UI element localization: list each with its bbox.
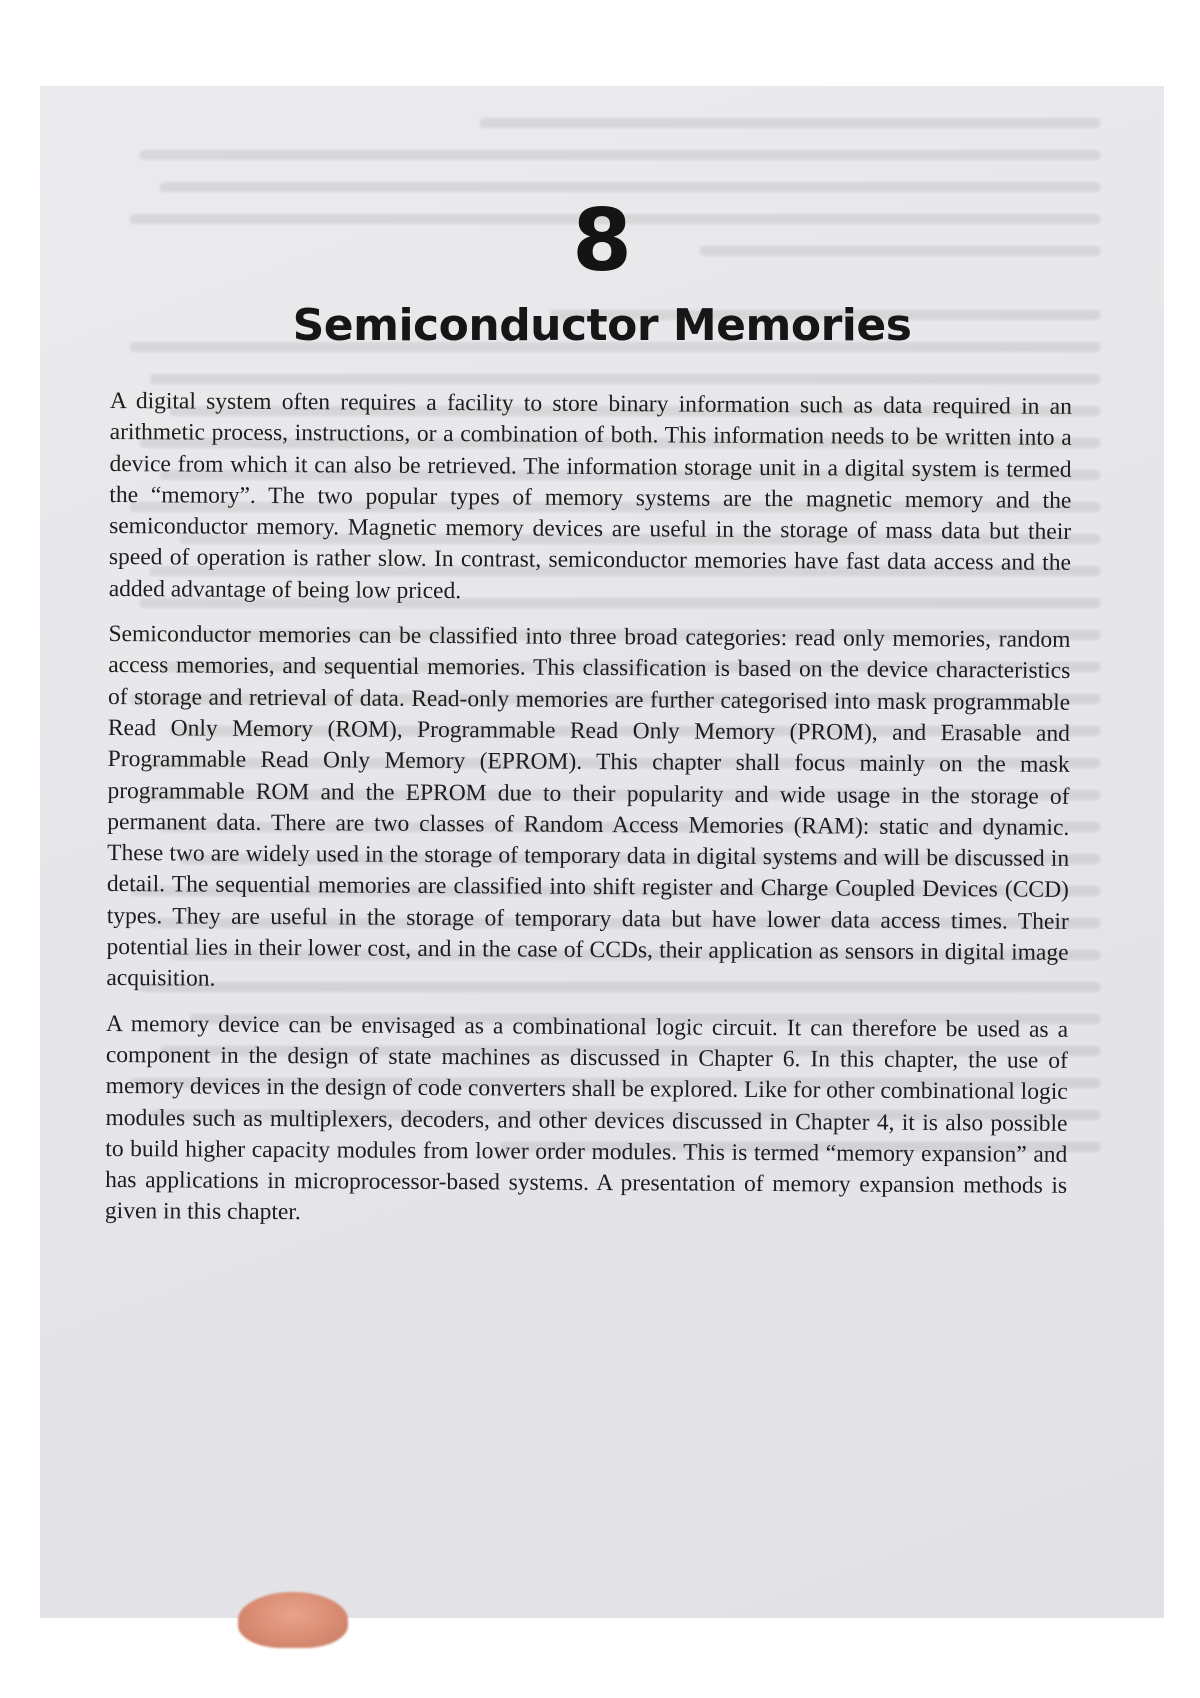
fingertip	[238, 1592, 348, 1648]
paragraph-memory-expansion: A memory device can be envisaged as a combinational logic circuit. It can therefore be used as a component in the design of state machines as discussed in Chapter 6. In this chapter, the use of memory devices in the design of code converters shall be explored. Like for other combinational logic modules such as multiplexers, decoders, and other devices discussed in Chapter 4, it is also possible to build higher capacity modules from lower order modules. This is termed “memory expansion” and has applications in microprocessor-based systems. A presentation of memory expansion methods is given in this chapter.	[104, 1010, 1069, 1226]
chapter-number: 8	[572, 191, 632, 291]
book-page	[40, 86, 1164, 1618]
chapter-body	[105, 386, 1072, 1248]
paragraph-classification: Semiconductor memories can be classified into three broad categories: read only memories, random access memories, and sequential memories. This classification is based on the device characteristics of storage and retrieval of data. Read-only memories are further categorised into mask programmable Read Only Memory (ROM), Programmable Read Only Memory (PROM), and Erasable and Programmable Read Only Memory (EPROM). This chapter shall focus mainly on the mask programmable ROM and the EPROM due to their popularity and wide usage in the storage of permanent data. There are two classes of Random Access Memories (RAM): static and dynamic. These two are widely used in the storage of temporary data in digital systems and will be discussed in detail. The sequential memories are classified into shift register and Charge Coupled Devices (CCD) types. They are useful in the storage of temporary data but have lower data access times. Their potential lies in their lower cost, and in the case of CCDs, their application as sensors in digital image acquisition.	[106, 621, 1071, 992]
chapter-title: Semiconductor Memories	[292, 300, 912, 351]
paragraph-intro: A digital system often requires a facility to store binary information such as data required in an arithmetic process, instructions, or a combination of both. This information needs to be written into a device from which it can also be retrieved. The information storage unit in a digital system is termed the “memory”. The two popular types of memory systems are the magnetic memory and the semiconductor memory. Magnetic memory devices are useful in the storage of mass data but their speed of operation is rather slow. In contrast, semiconductor memories have fast data access and the added advantage of being low priced.	[108, 387, 1072, 604]
